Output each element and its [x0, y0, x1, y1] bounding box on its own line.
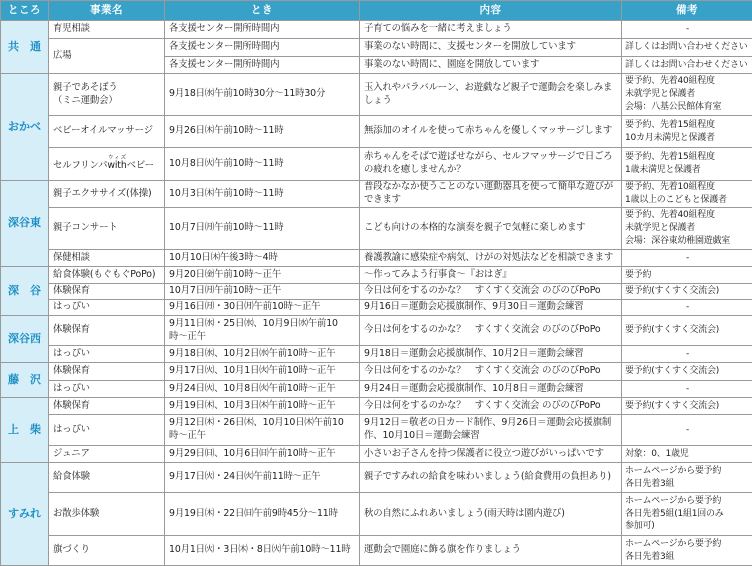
event-notes: [622, 116, 752, 148]
event-notes: [622, 250, 752, 267]
event-content: 9月12日＝敬老の日カード制作、9月26日＝運動会応援旗制作、10月10日＝運動会練習: [360, 415, 622, 446]
event-name: 体験保育: [49, 363, 165, 381]
event-notes: [622, 398, 752, 415]
table-row: [1, 381, 752, 398]
table-row: [1, 536, 752, 566]
notes-line: -: [686, 252, 689, 263]
event-notes: [622, 363, 752, 381]
notes-line: -: [686, 383, 689, 394]
event-notes: [622, 181, 752, 208]
notes-line: -: [686, 302, 689, 313]
notes-line: 各日先着3組: [625, 551, 675, 562]
event-name: 育児相談: [49, 21, 165, 39]
notes-line: 詳しくはお問い合わせください: [625, 42, 748, 53]
notes-line: -: [686, 424, 689, 435]
event-name: 旗づくり: [49, 536, 165, 566]
event-time: 9月17日㈫、10月1日㈫午前10時〜正午: [165, 363, 360, 381]
event-time: 9月26日㈭午前10時〜11時: [165, 116, 360, 148]
table-row: [1, 346, 752, 363]
event-notes: [622, 446, 752, 463]
table-row: [1, 463, 752, 493]
place-label-okabe: おかべ: [1, 74, 49, 181]
header-content: 内容: [360, 1, 622, 21]
event-time: 各支援センター開所時間内: [165, 39, 360, 57]
table-row: [1, 493, 752, 536]
notes-line: ホームページから要予約: [625, 465, 722, 476]
table-row: [1, 267, 752, 284]
place-label-fukaya: 深 谷: [1, 267, 49, 316]
event-time: 10月3日㈭午前10時〜11時: [165, 181, 360, 208]
event-time: 10月7日㈪午前10時〜11時: [165, 208, 360, 250]
event-name: 給食体験: [49, 463, 165, 493]
notes-line: 要予約、先着15組程度: [625, 119, 715, 130]
notes-line: 会場：八基公民館体育室: [625, 101, 722, 112]
place-label-kyotsu: 共 通: [1, 21, 49, 74]
ruby-base: with: [107, 160, 127, 172]
event-name-part: セルフリンパ: [53, 160, 108, 172]
ruby-reading: ウィズ: [107, 155, 127, 162]
event-name-line: 親子であそぼう: [53, 81, 118, 93]
table-row: [1, 284, 752, 300]
event-time: 10月10日㈭午後3時〜4時: [165, 250, 360, 267]
event-content: 今日は何をするのかな？ すくすく交流会 のびのびPoPo: [360, 363, 622, 381]
place-label-fukaya-nishi: 深谷西: [1, 316, 49, 363]
event-content: 今日は何をするのかな？ すくすく交流会 のびのびPoPo: [360, 284, 622, 300]
event-content: 赤ちゃんをそばで遊ばせながら、セルフマッサージで日ごろの疲れを癒しませんか？: [360, 148, 622, 181]
event-notes: [622, 463, 752, 493]
table-row: [1, 21, 752, 39]
notes-line: 1歳未満児と保護者: [625, 165, 701, 175]
event-notes: [622, 493, 752, 536]
event-time: 9月16日㈪・30日㈪午前10時〜正午: [165, 300, 360, 316]
event-content: 玉入れやパラバルーン、お遊戯など親子で運動会を楽しみましょう: [360, 74, 622, 116]
event-name-part: ベビー: [126, 160, 154, 172]
event-name: はっぴい: [49, 381, 165, 398]
event-content: 事業のない時間に、園庭を開放しています: [360, 57, 622, 74]
place-label-kamishiba: 上 柴: [1, 398, 49, 463]
event-name: 保健相談: [49, 250, 165, 267]
event-name: 親子エクササイズ(体操): [49, 181, 165, 208]
event-content: 事業のない時間に、支援センターを開放しています: [360, 39, 622, 57]
event-notes: [622, 284, 752, 300]
event-time: 9月24日㈫、10月8日㈫午前10時〜正午: [165, 381, 360, 398]
event-time: 9月20日㈮午前10時〜正午: [165, 267, 360, 284]
notes-line: 10カ月未満児と保護者: [625, 132, 715, 143]
event-name: 体験保育: [49, 398, 165, 415]
event-content: 9月16日＝運動会応援旗制作、9月30日＝運動会練習: [360, 300, 622, 316]
event-name: 体験保育: [49, 316, 165, 346]
notes-line: 要予約(すくすく交流会): [625, 400, 720, 411]
event-content: 9月18日＝運動会応援旗制作、10月2日＝運動会練習: [360, 346, 622, 363]
table-row: [1, 415, 752, 446]
event-name: 広場: [49, 39, 165, 74]
event-name: はっぴい: [49, 300, 165, 316]
event-name: 給食体験(もぐもぐPoPo): [49, 267, 165, 284]
event-time: 9月17日㈫・24日㈫午前11時〜正午: [165, 463, 360, 493]
ruby-annotation: [107, 155, 127, 172]
header-notes: 備考: [622, 1, 752, 21]
event-time: 9月19日㈭、10月3日㈭午前10時〜正午: [165, 398, 360, 415]
place-label-sumire: すみれ: [1, 463, 49, 566]
event-notes: [622, 74, 752, 116]
notes-line: 要予約(すくすく交流会): [625, 366, 720, 377]
notes-line: 要予約(すくすく交流会): [625, 325, 720, 336]
table-row: [1, 181, 752, 208]
notes-line: 各日先着3組: [625, 478, 675, 489]
event-notes: [622, 415, 752, 446]
event-content: 秋の自然にふれあいましょう(雨天時は園内遊び): [360, 493, 622, 536]
event-content: 普段なかなか使うことのない運動器具を使って簡単な遊びができます: [360, 181, 622, 208]
event-content: 親子ですみれの給食を味わいましょう(給食費用の負担あり): [360, 463, 622, 493]
event-notes: [622, 57, 752, 74]
header-place: ところ: [1, 1, 49, 21]
event-time: 10月8日㈫午前10時〜11時: [165, 148, 360, 181]
notes-line: 詳しくはお問い合わせください: [625, 59, 748, 70]
event-content: 小さいお子さんを持つ保護者に役立つ遊びがいっぱいです: [360, 446, 622, 463]
notes-line: 参加可): [625, 521, 655, 532]
notes-line: 要予約、先着10組程度: [625, 182, 715, 193]
table-row: [1, 363, 752, 381]
event-time: 9月18日㈬、10月2日㈬午前10時〜正午: [165, 346, 360, 363]
event-name: [49, 74, 165, 116]
event-content: 9月24日＝運動会応援旗制作、10月8日＝運動会練習: [360, 381, 622, 398]
event-time: 9月19日㈭・22日㈰午前9時45分〜11時: [165, 493, 360, 536]
event-notes: [622, 267, 752, 284]
notes-line: 1歳以上のこどもと保護者: [625, 195, 727, 205]
table-row: [1, 446, 752, 463]
event-name: はっぴい: [49, 346, 165, 363]
notes-line: 会場：深谷東幼稚園遊戯室: [625, 235, 731, 246]
table-row: [1, 300, 752, 316]
event-content: 運動会で園庭に飾る旗を作りましょう: [360, 536, 622, 566]
notes-line: 要予約、先着40組程度: [625, 76, 715, 87]
event-content: 〜作ってみよう行事食〜『おはぎ』: [360, 267, 622, 284]
table-row: [1, 250, 752, 267]
event-notes: [622, 536, 752, 566]
event-name-line: （ミニ運動会）: [53, 94, 118, 106]
event-name: お散歩体験: [49, 493, 165, 536]
event-name: 体験保育: [49, 284, 165, 300]
event-name: ベビーオイルマッサージ: [49, 116, 165, 148]
table-row: [1, 398, 752, 415]
notes-line: 未就学児と保護者: [625, 223, 696, 234]
event-time: 9月18日㈬午前10時30分〜11時30分: [165, 74, 360, 116]
event-time: 各支援センター開所時間内: [165, 57, 360, 74]
table-row: [1, 116, 752, 148]
table-row: [1, 316, 752, 346]
event-name: はっぴい: [49, 415, 165, 446]
event-time: 10月7日㈪午前10時〜正午: [165, 284, 360, 300]
place-label-fukaya-higashi: 深谷東: [1, 181, 49, 267]
event-time: 9月29日㈰、10月6日㈰午前10時〜正午: [165, 446, 360, 463]
notes-line: 未就学児と保護者: [625, 89, 696, 100]
event-name: ジュニア: [49, 446, 165, 463]
event-name: [49, 148, 165, 181]
event-time: 9月12日㈭・26日㈭、10月10日㈭午前10時〜正午: [165, 415, 360, 446]
event-name: 親子コンサート: [49, 208, 165, 250]
event-notes: [622, 346, 752, 363]
notes-line: 要予約、先着15組程度: [625, 152, 715, 163]
event-content: 今日は何をするのかな？ すくすく交流会 のびのびPoPo: [360, 398, 622, 415]
header-row: [1, 1, 752, 21]
event-notes: [622, 208, 752, 250]
event-content: 無添加のオイルを使って赤ちゃんを優しくマッサージします: [360, 116, 622, 148]
event-notes: [622, 316, 752, 346]
header-event: 事業名: [49, 1, 165, 21]
event-notes: [622, 148, 752, 181]
event-time: 9月11日㈬・25日㈬、10月9日㈬午前10時〜正午: [165, 316, 360, 346]
notes-line: 要予約(すくすく交流会): [625, 286, 720, 297]
table-row: [1, 208, 752, 250]
notes-line: -: [686, 348, 689, 359]
table-row: [1, 39, 752, 57]
notes-line: 対象：0、1歳児: [625, 448, 689, 459]
event-notes: [622, 39, 752, 57]
table-row: [1, 148, 752, 181]
event-content: 今日は何をするのかな？ すくすく交流会 のびのびPoPo: [360, 316, 622, 346]
notes-line: -: [686, 24, 689, 35]
notes-line: ホームページから要予約: [625, 495, 722, 506]
notes-line: 要予約、先着40組程度: [625, 210, 715, 221]
notes-line: ホームページから要予約: [625, 538, 722, 549]
table-row: [1, 74, 752, 116]
place-label-fujisawa: 藤 沢: [1, 363, 49, 398]
notes-line: 各日先着5組(1組1回のみ: [625, 508, 724, 519]
event-content: こども向けの本格的な演奏を親子で気軽に楽しめます: [360, 208, 622, 250]
event-content: 子育ての悩みを一緒に考えましょう: [360, 21, 622, 39]
event-content: 養護教諭に感染症や病気、けがの対処法などを相談できます: [360, 250, 622, 267]
event-notes: [622, 300, 752, 316]
event-time: 各支援センター開所時間内: [165, 21, 360, 39]
notes-line: 要予約: [625, 269, 652, 280]
event-notes: [622, 381, 752, 398]
event-time: 10月1日㈫・3日㈭・8日㈫午前10時〜11時: [165, 536, 360, 566]
header-time: とき: [165, 1, 360, 21]
event-notes: [622, 21, 752, 39]
